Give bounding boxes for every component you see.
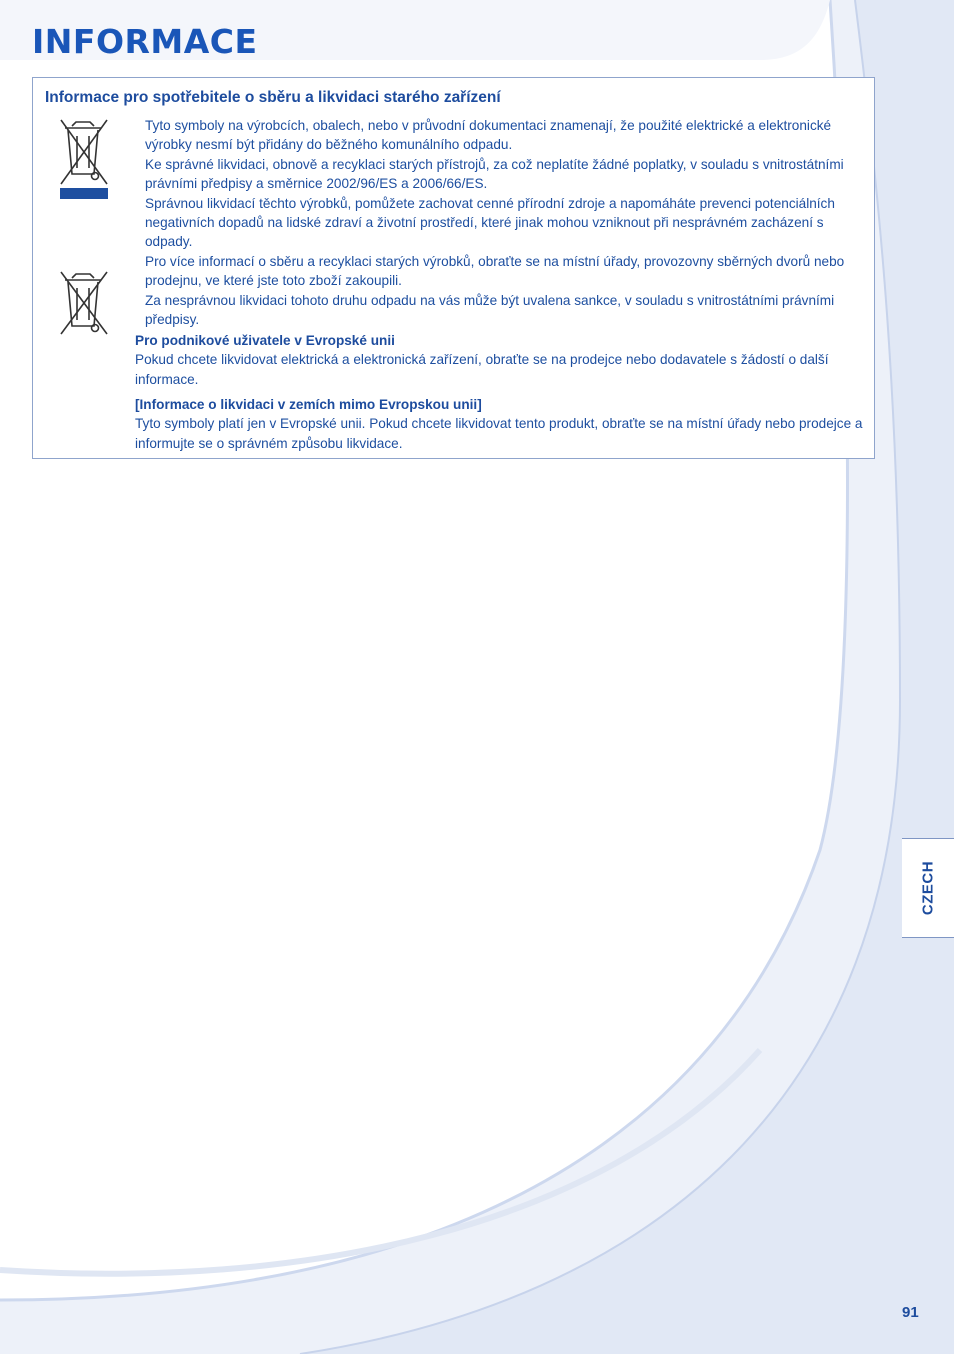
business-users-section bbox=[135, 331, 870, 389]
non-eu-text: Tyto symboly platí jen v Evropské unii. Pokud chcete likvidovat tento produkt, obraťte se na místní úřady nebo prodejce a informujte se o správném způsobu likvidace. bbox=[135, 416, 863, 451]
business-users-heading: Pro podnikové uživatele v Evropské unii bbox=[135, 333, 395, 348]
business-users-text: Pokud chcete likvidovat elektrická a elektronická zařízení, obraťte se na prodejce nebo dodavatele s žádostí o další informace. bbox=[135, 352, 829, 387]
paragraph: Za nesprávnou likvidaci tohoto druhu odpadu na vás může být uvalena sankce, v souladu s vnitrostátními právními předpisy. bbox=[145, 292, 835, 328]
language-side-tab bbox=[902, 838, 954, 938]
crossed-out-wheelie-bin-icon bbox=[55, 268, 113, 336]
page-number: 91 bbox=[902, 1304, 919, 1321]
consumer-paragraphs bbox=[145, 116, 870, 329]
paragraph: Ke správné likvidaci, obnově a recyklaci starých přístrojů, za což neplatíte žádné poplatky, v souladu s vnitrostátními právními předpisy a směrnice 2002/96/ES a 2006/66/ES. bbox=[145, 156, 844, 192]
crossed-out-wheelie-bin-icon bbox=[55, 116, 113, 200]
paragraph: Pro více informací o sběru a recyklaci starých výrobků, obraťte se na místní úřady, provozovny sběrných dvorů nebo prodejnu, ve které jste toto zboží zakoupili. bbox=[145, 253, 845, 289]
paragraph: Tyto symboly na výrobcích, obalech, nebo v průvodní dokumentaci znamenají, že použité elektrické a elektronické výrobky nesmí být přidány do běžného komunálního odpadu. bbox=[145, 118, 832, 153]
box-title: Informace pro spotřebitele o sběru a likvidaci starého zařízení bbox=[45, 89, 501, 106]
page-title: INFORMACE bbox=[32, 22, 258, 61]
non-eu-heading: [Informace o likvidaci v zemích mimo Evropskou unii] bbox=[135, 397, 482, 412]
non-eu-section bbox=[135, 395, 870, 453]
paragraph: Správnou likvidací těchto výrobků, pomůžete zachovat cenné přírodní zdroje a napomáháte prevenci potenciálních negativních dopadů na lidské zdraví a životní prostředí, které jinak mohou vzniknout při nesprávném zacházení s odpady. bbox=[145, 195, 835, 250]
language-label: CZECH bbox=[919, 860, 937, 916]
disposal-info-box bbox=[32, 77, 875, 459]
